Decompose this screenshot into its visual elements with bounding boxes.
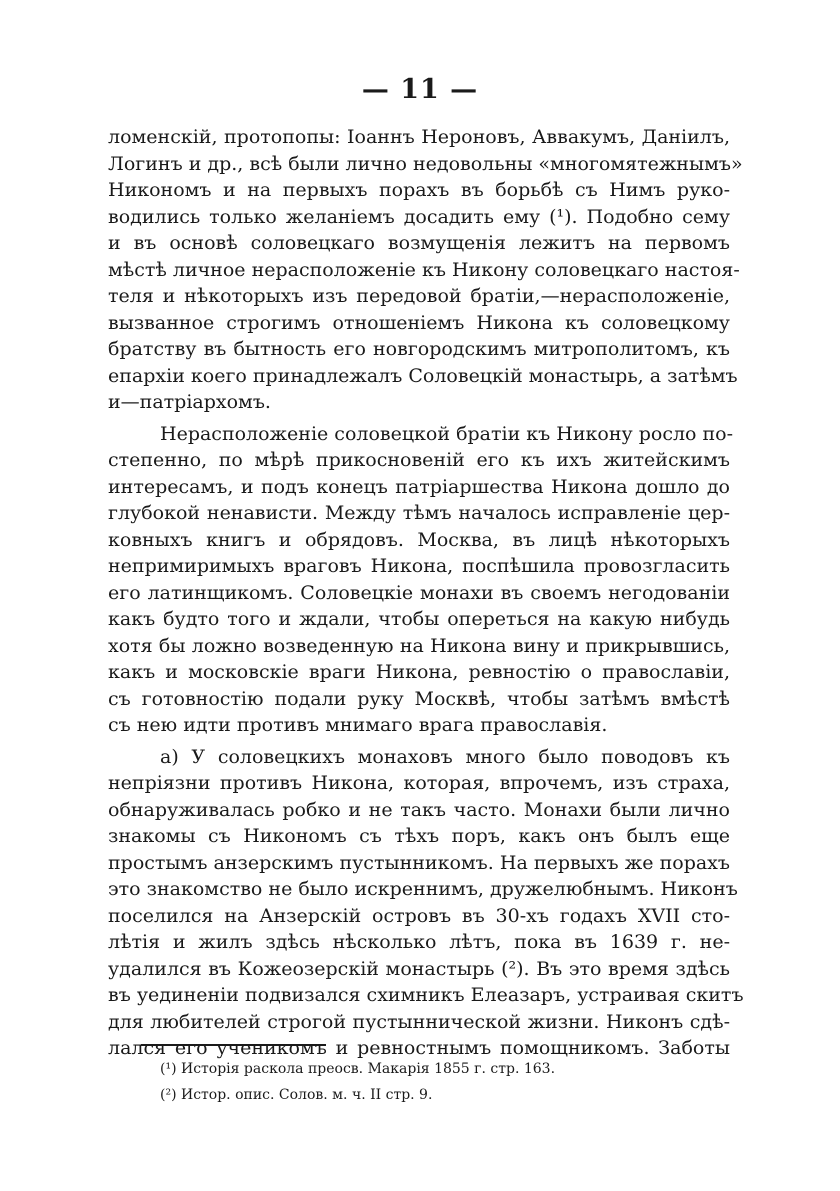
text-line: въ уединеніи подвизался схимникъ Елеазаръ, устраивая скитъ [108,984,744,1006]
text-line: и въ основѣ соловецкаго возмущенія лежитъ на первомъ [108,232,730,254]
text-line: лѣтія и жилъ здѣсь нѣсколько лѣтъ, пока въ 1639 г. не- [108,931,730,953]
text-line: непримиримыхъ враговъ Никона, поспѣшила провозгласить [108,555,730,577]
text-line: какъ будто того и ждали, чтобы опереться на какую нибудь [108,608,730,630]
text-line: обнаруживалась робко и не такъ часто. Монахи были лично [108,798,730,821]
text-line: непріязни противъ Никона, которая, впрочемъ, изъ страха, [108,772,730,794]
text-line: теля и нѣкоторыхъ изъ передовой братіи,—нерасположеніе, [108,285,730,307]
body-text [108,124,744,1062]
text-line: его латинщикомъ. Соловецкіе монахи въ своемъ негодованіи [108,581,730,604]
paragraph-start-line: Нерасположеніе соловецкой братіи къ Никону росло по- [160,422,734,445]
text-line: для любителей строгой пустыннической жизни. Никонъ сдѣ- [108,1010,730,1033]
footnotes [160,1056,680,1108]
footnote-divider [141,1044,326,1046]
text-line: удалился въ Кожеозерскій монастырь (²). Въ это время здѣсь [108,957,730,980]
text-line: какъ и московскіе враги Никона, ревностію о православіи, [108,661,730,683]
text-line: Логинъ и др., всѣ были лично недовольны «многомятежнымъ» [108,152,743,175]
text-line: и—патріархомъ. [108,391,271,413]
text-line: съ нею идти противъ мнимаго врага православія. [108,714,608,736]
footnote-1: (¹) Исторія раскола преосв. Макарія 1855 г. стр. 163. [160,1061,556,1077]
text-line: глубокой ненависти. Между тѣмъ началось исправленіе цер- [108,502,730,524]
text-line: хотя бы ложно возведенную на Никона вину и прикрывшись, [108,634,730,657]
text-line: водились только желаніемъ досадить ему (¹). Подобно сему [108,205,730,228]
text-line: Никономъ и на первыхъ порахъ въ борьбѣ съ Нимъ руко- [108,179,730,201]
text-line: епархіи коего принадлежалъ Соловецкій монастырь, а затѣмъ [108,364,738,387]
text-line: простымъ анзерскимъ пустынникомъ. На первыхъ же порахъ [108,851,730,874]
footnote-2: (²) Истор. опис. Солов. м. ч. II стр. 9. [160,1087,433,1103]
paragraph-start-line: а) У соловецкихъ монаховъ много было поводовъ къ [160,745,730,768]
text-line: съ готовностію подали руку Москвѣ, чтобы затѣмъ вмѣстѣ [108,687,730,710]
text-line: лался его ученикомъ и ревностнымъ помощникомъ. Заботы [108,1037,730,1059]
text-line: мѣстѣ личное нерасположеніе къ Никону соловецкаго настоя- [108,258,740,281]
text-line: вызванное строгимъ отношеніемъ Никона къ соловецкому [108,311,730,334]
text-line: степенно, по мѣрѣ прикосновеній его къ ихъ житейскимъ [108,449,730,471]
text-line: знакомы съ Никономъ съ тѣхъ поръ, какъ онъ былъ еще [108,825,730,847]
text-line: поселился на Анзерскій островъ въ 30-хъ годахъ XVII сто- [108,904,730,927]
text-line: ломенскій, протопопы: Іоаннъ Нероновъ, Аввакумъ, Даніилъ, [108,126,730,148]
text-line: братству въ бытность его новгородскимъ митрополитомъ, къ [108,338,730,360]
text-line: это знакомство не было искреннимъ, дружелюбнымъ. Никонъ [108,878,738,900]
text-line: ковныхъ книгъ и обрядовъ. Москва, въ лицѣ нѣкоторыхъ [108,528,730,551]
page-number: — 11 — [361,74,479,105]
text-line: интересамъ, и подъ конецъ патріаршества Никона дошло до [108,475,730,498]
